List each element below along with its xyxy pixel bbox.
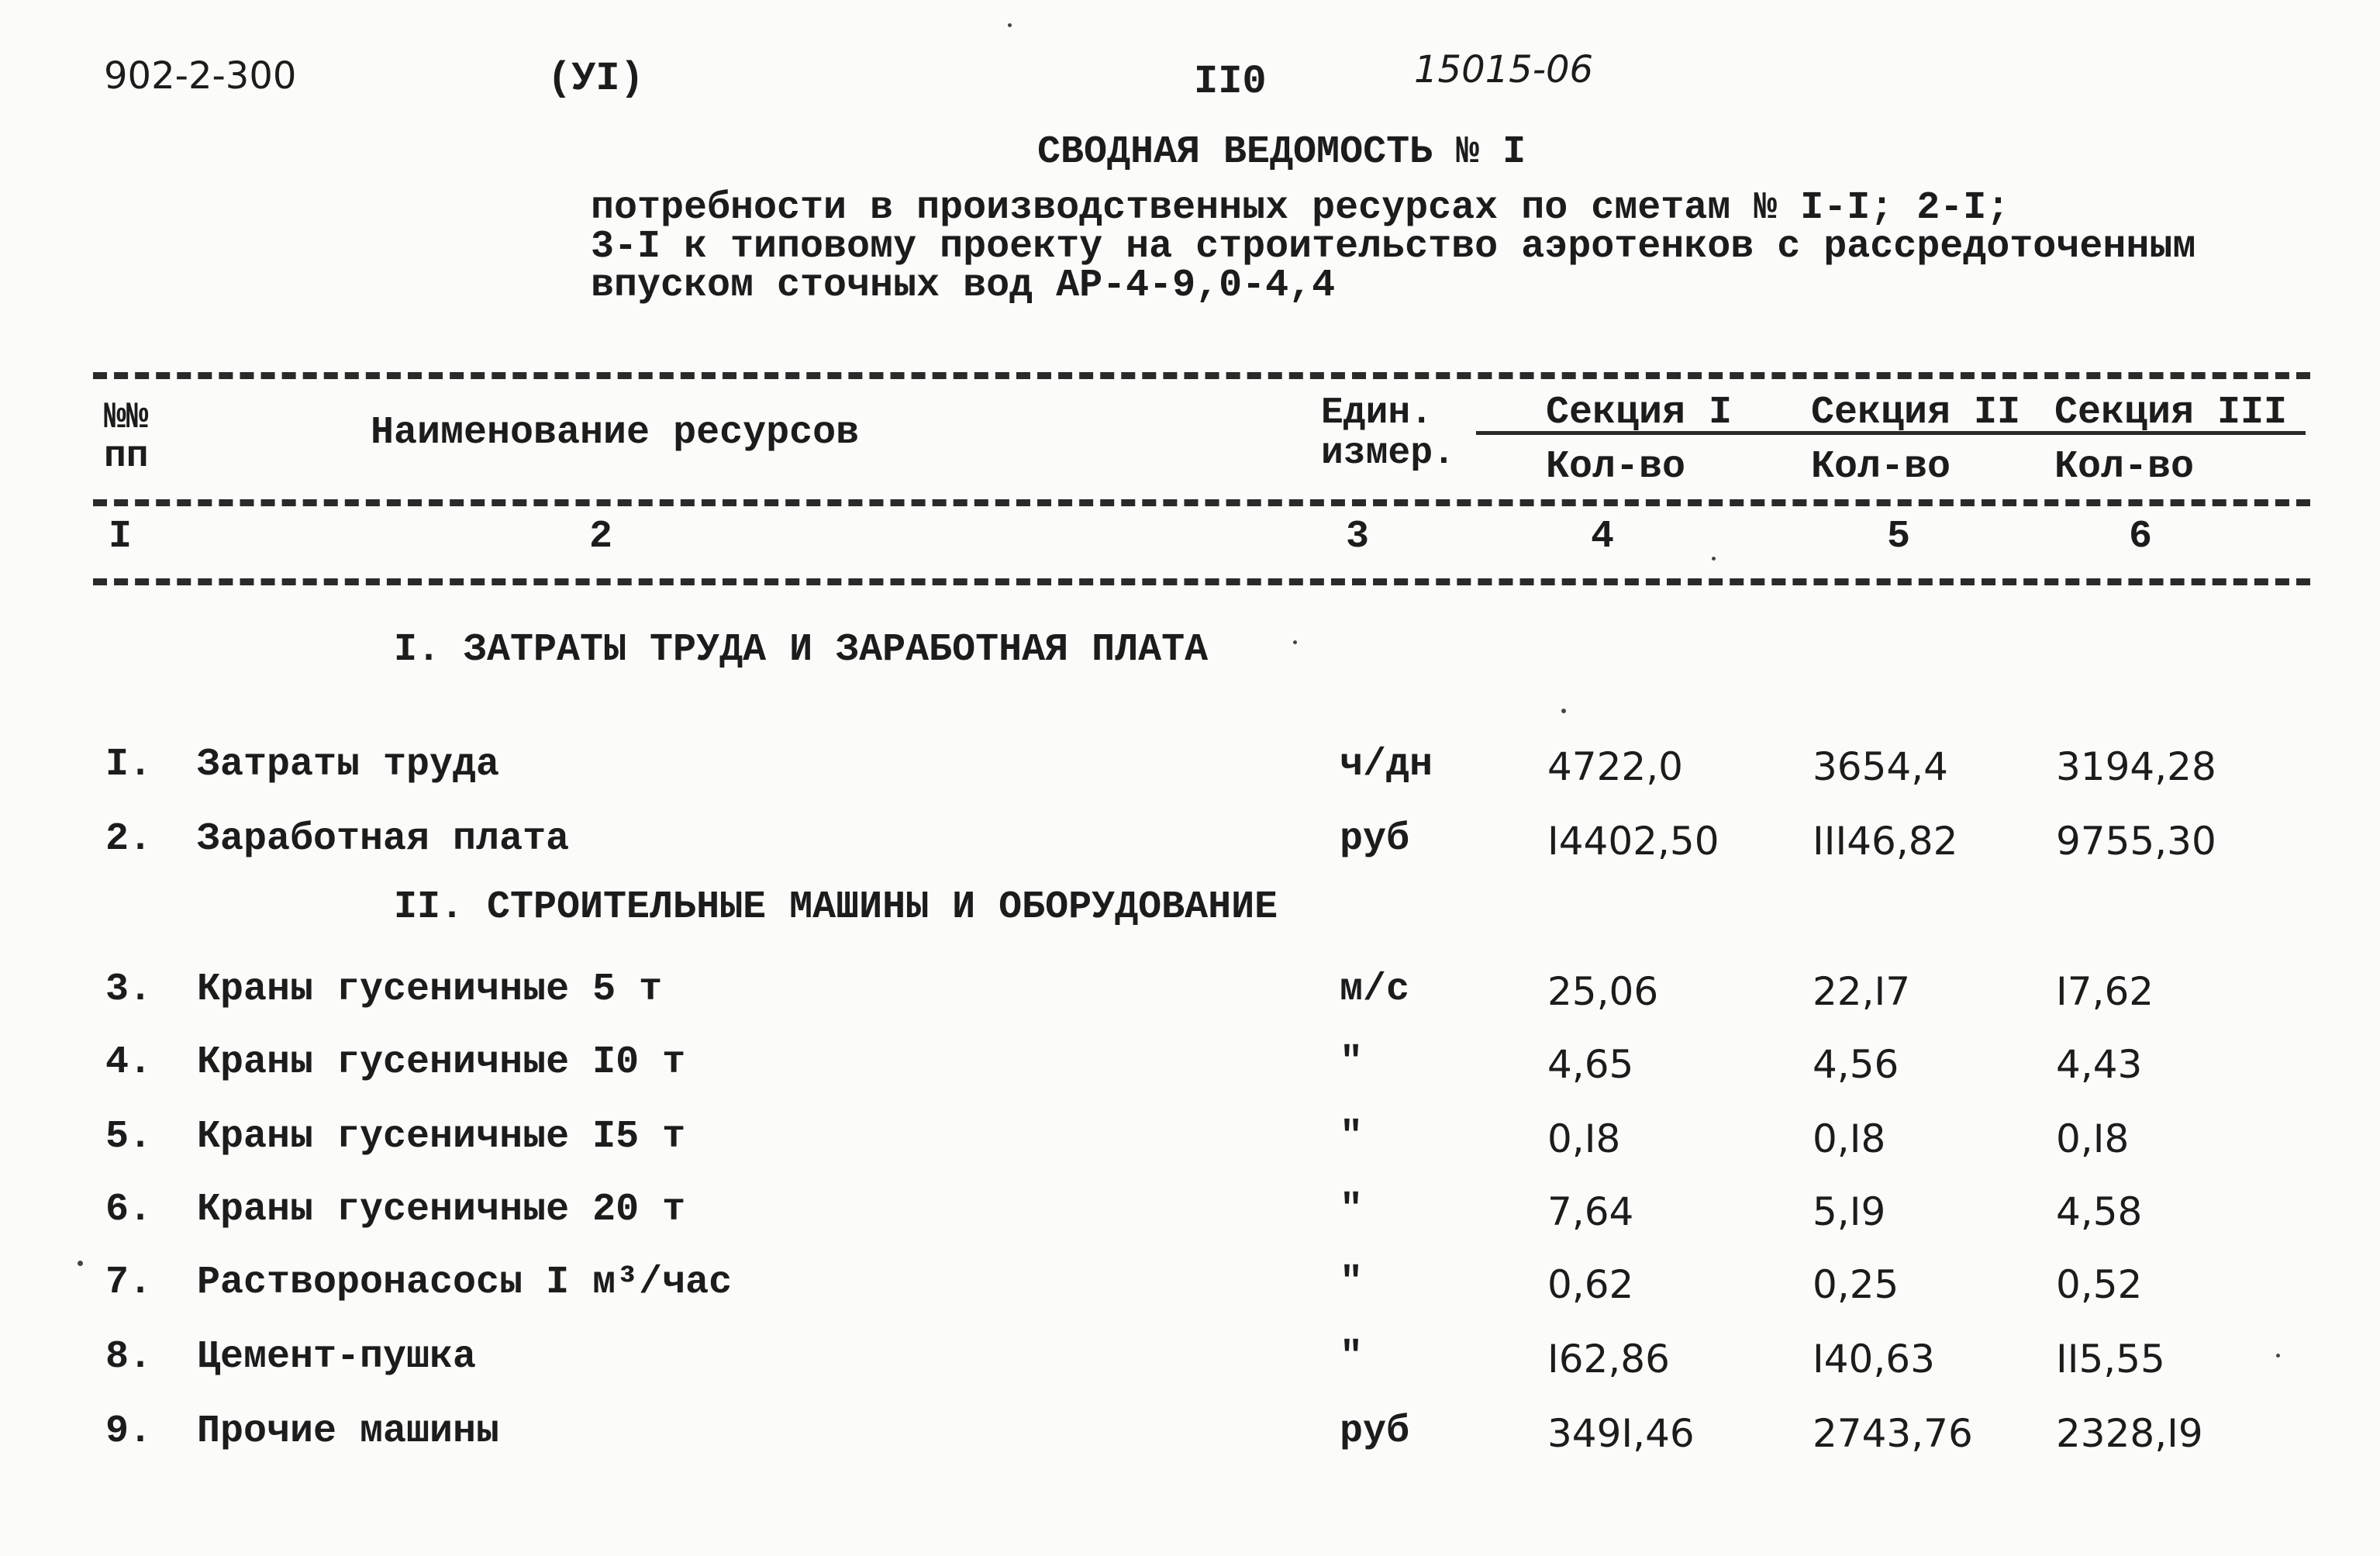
scan-speck (1293, 640, 1297, 644)
section-1-quantity: 349I,46 (1547, 1411, 1695, 1456)
section-3-quantity: 2328,I9 (2056, 1411, 2203, 1456)
section-3-quantity: 4,43 (2056, 1042, 2143, 1087)
section-2-qty-label: Кол-во (1811, 445, 1951, 489)
handwritten-reference: 15015-06 (1414, 48, 1594, 91)
section-2-quantity: 0,I8 (1813, 1116, 1886, 1161)
row-number: 5. (105, 1115, 153, 1159)
resource-name: Растворонасосы I м³/час (197, 1261, 733, 1305)
unit-of-measure: " (1340, 1115, 1364, 1159)
row-number: I. (105, 743, 153, 787)
section-1-qty-label: Кол-во (1546, 445, 1686, 489)
page-number: II0 (1194, 59, 1267, 105)
document-code: 902-2-300 (104, 54, 297, 98)
section-heading-labor: I. ЗАТРАТЫ ТРУДА И ЗАРАБОТНАЯ ПЛАТА (394, 628, 1209, 672)
section-1-quantity: I4402,50 (1547, 819, 1719, 864)
column-number-1: I (109, 515, 133, 559)
section-1-heading: Секция I (1546, 391, 1733, 435)
section-3-heading: Секция III (2054, 391, 2288, 435)
section-2-quantity: 3654,4 (1813, 744, 1948, 789)
section-1-quantity: I62,86 (1547, 1337, 1670, 1382)
resource-name: Краны гусеничные I5 т (197, 1115, 686, 1159)
unit-of-measure: " (1340, 1261, 1364, 1305)
section-3-quantity: I7,62 (2056, 969, 2154, 1014)
section-1-quantity: 25,06 (1547, 969, 1659, 1014)
section-2-quantity: 2743,76 (1813, 1411, 1973, 1456)
section-3-quantity: 9755,30 (2056, 819, 2216, 864)
column-numbers-top-rule (93, 499, 2310, 506)
row-number: 7. (105, 1261, 153, 1305)
subtitle-line-2: 3-I к типовому проекту на строительство аэротенков с рассредоточенным (591, 225, 2196, 269)
unit-of-measure: руб (1340, 817, 1410, 861)
section-3-quantity: 0,52 (2056, 1262, 2143, 1307)
sections-underline (1476, 431, 2306, 435)
col-unit-heading-1: Един. (1321, 392, 1433, 434)
scan-speck (1008, 23, 1012, 27)
header-bottom-rule (93, 578, 2310, 585)
section-1-quantity: 4722,0 (1547, 744, 1683, 789)
resource-name: Затраты труда (197, 743, 500, 787)
col-number-heading-1: №№ (104, 397, 149, 439)
col-number-heading-2: пп (104, 436, 149, 478)
section-2-quantity: III46,82 (1813, 819, 1958, 864)
section-2-quantity: 4,56 (1813, 1042, 1899, 1087)
row-number: 2. (105, 817, 153, 861)
section-2-quantity: 22,I7 (1813, 969, 1911, 1014)
section-1-quantity: 7,64 (1547, 1189, 1634, 1234)
section-3-quantity: 0,I8 (2056, 1116, 2130, 1161)
section-3-quantity: 3194,28 (2056, 744, 2216, 789)
resource-name: Прочие машины (197, 1409, 500, 1454)
column-number-3: 3 (1346, 515, 1370, 559)
section-1-quantity: 0,I8 (1547, 1116, 1621, 1161)
section-3-quantity: 4,58 (2056, 1189, 2143, 1234)
subtitle-line-3: впуском сточных вод АР-4-9,0-4,4 (591, 264, 1336, 308)
resource-name: Цемент-пушка (197, 1335, 477, 1379)
row-number: 4. (105, 1040, 153, 1085)
scan-speck (2276, 1354, 2280, 1358)
scan-speck (1561, 709, 1566, 713)
column-number-6: 6 (2129, 515, 2153, 559)
unit-of-measure: " (1340, 1188, 1364, 1232)
unit-of-measure: ч/дн (1340, 743, 1433, 787)
unit-of-measure: " (1340, 1335, 1364, 1379)
scan-speck (1712, 557, 1716, 561)
column-number-2: 2 (589, 515, 613, 559)
resource-name: Краны гусеничные 20 т (197, 1188, 686, 1232)
row-number: 9. (105, 1409, 153, 1454)
subtitle-line-1: потребности в производственных ресурсах по сметам № I-I; 2-I; (591, 186, 2010, 230)
resource-name: Заработная плата (197, 817, 570, 861)
section-1-quantity: 0,62 (1547, 1262, 1634, 1307)
section-2-quantity: 0,25 (1813, 1262, 1899, 1307)
table-top-rule (93, 372, 2310, 379)
unit-of-measure: руб (1340, 1409, 1410, 1454)
row-number: 8. (105, 1335, 153, 1379)
resource-name: Краны гусеничные I0 т (197, 1040, 686, 1085)
section-3-quantity: II5,55 (2056, 1337, 2165, 1382)
section-1-quantity: 4,65 (1547, 1042, 1634, 1087)
row-number: 3. (105, 968, 153, 1012)
section-2-quantity: I40,63 (1813, 1337, 1935, 1382)
unit-of-measure: м/с (1340, 968, 1410, 1012)
scan-speck (78, 1261, 83, 1266)
col-unit-heading-2: измер. (1321, 433, 1455, 474)
row-number: 6. (105, 1188, 153, 1232)
col-name-heading: Наименование ресурсов (371, 411, 860, 455)
section-2-heading: Секция II (1811, 391, 2021, 435)
page-title: СВОДНАЯ ВЕДОМОСТЬ № I (1037, 130, 1526, 174)
section-heading-machines: II. СТРОИТЕЛЬНЫЕ МАШИНЫ И ОБОРУДОВАНИЕ (394, 885, 1278, 930)
resource-name: Краны гусеничные 5 т (197, 968, 663, 1012)
unit-of-measure: " (1340, 1040, 1364, 1085)
section-3-qty-label: Кол-во (2054, 445, 2195, 489)
volume-label: (УI) (547, 56, 644, 102)
column-number-5: 5 (1887, 515, 1911, 559)
section-2-quantity: 5,I9 (1813, 1189, 1886, 1234)
column-number-4: 4 (1591, 515, 1615, 559)
